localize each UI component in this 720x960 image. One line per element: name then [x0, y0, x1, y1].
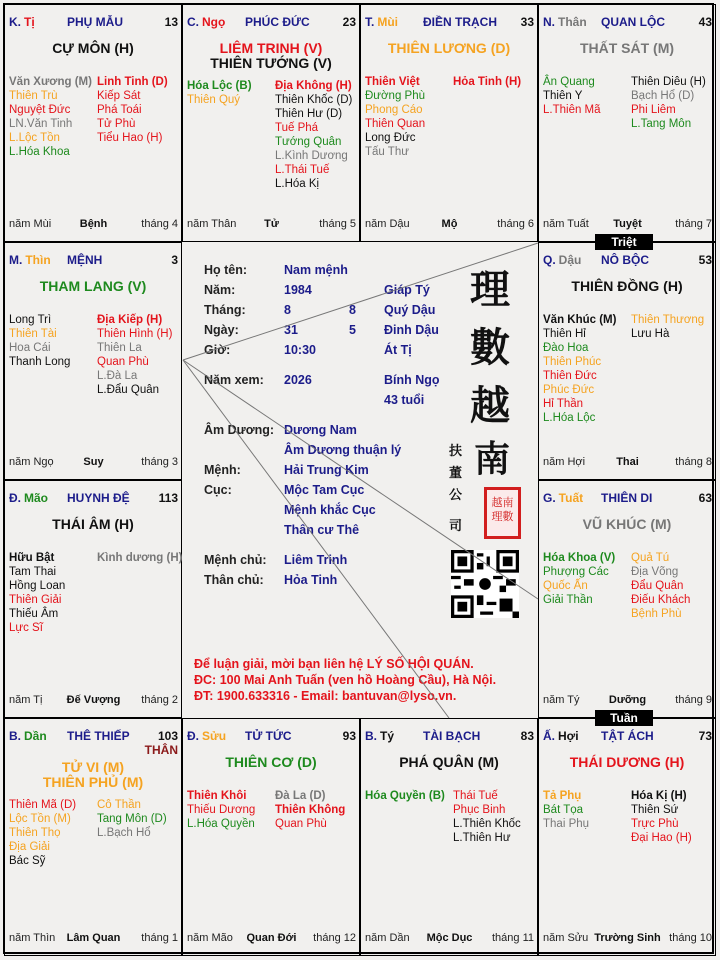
minor-star: Tuế Phá [275, 122, 319, 134]
life-stage: Đế Vượng [66, 694, 121, 706]
main-star: TỬ VI (M) [61, 759, 125, 775]
minor-star: Tử Phù [97, 118, 136, 130]
palace-age-number: 3 [171, 253, 178, 267]
minor-star: Hồng Loan [9, 580, 66, 592]
limit-year: năm Mùi [9, 218, 52, 230]
minor-star: Lực Sĩ [9, 622, 43, 634]
heavenly-stem: N. [543, 15, 555, 29]
minor-star: Bác Sỹ [9, 855, 46, 867]
minor-star: Thiên Quan [365, 118, 426, 130]
label-ho-ten: Họ tên: [204, 263, 248, 277]
minor-star: Địa Không (H) [275, 80, 352, 92]
minor-star: Tiểu Hao (H) [97, 132, 163, 144]
palace-age-number: 43 [698, 15, 712, 29]
contact-line-2: ĐC: 100 Mai Anh Tuấn (ven hồ Hoàng Cầu), Hà Nội. [194, 673, 497, 687]
minor-star: Quốc Ấn [543, 580, 588, 592]
palace-name: TẬT ÁCH [601, 729, 654, 743]
limit-year: năm Sửu [543, 932, 589, 944]
palace-name: NÔ BỘC [601, 253, 649, 267]
value-nam-xem: 2026 [284, 373, 312, 387]
limit-year: năm Tý [543, 694, 580, 706]
life-stage: Lâm Quan [66, 932, 121, 944]
limit-month: tháng 5 [319, 218, 356, 230]
label-nam-xem: Năm xem: [204, 373, 264, 387]
minor-star: Phục Binh [453, 804, 506, 816]
palace-name: THÊ THIẾP [67, 729, 130, 743]
palace-name: HUYNH ĐỆ [67, 491, 130, 505]
main-star: THIÊN ĐỒNG (H) [571, 278, 683, 294]
minor-star: Nguyệt Đức [9, 104, 71, 116]
limit-month: tháng 4 [141, 218, 178, 230]
value-thang: 8 [284, 303, 291, 317]
heavenly-stem: Ấ. [543, 729, 555, 743]
minor-star: Hỏa Tinh (H) [453, 76, 522, 88]
minor-star: Thiên La [97, 342, 142, 354]
minor-star: Bạch Hổ (D) [631, 90, 695, 102]
heavenly-stem: K. [9, 15, 21, 29]
heavenly-stem: Đ. [187, 729, 199, 743]
minor-star: Thiên Phúc [543, 356, 602, 368]
limit-month: tháng 11 [491, 932, 534, 944]
heavenly-stem: G. [543, 491, 556, 505]
earthly-branch: Hợi [558, 729, 579, 743]
life-stage: Mộ [441, 218, 458, 230]
minor-star: Quan Phù [97, 356, 149, 368]
minor-star: L.Tang Môn [631, 118, 692, 130]
palace-age-number: 53 [698, 253, 712, 267]
minor-star: Thiếu Âm [9, 608, 59, 620]
minor-star: Tướng Quân [275, 136, 342, 148]
life-stage: Quan Đới [246, 932, 297, 944]
palace-age-number: 73 [698, 729, 712, 743]
minor-star: Hóa Quyền (B) [365, 790, 445, 802]
minor-star: Thiên Giải [9, 594, 62, 606]
than-marker: THÂN [144, 743, 178, 757]
label-menh-chu: Mệnh chủ: [204, 553, 267, 567]
limit-year: năm Mão [187, 932, 233, 944]
value-nam-can-chi: Giáp Tý [384, 283, 430, 297]
palace-name: MỆNH [67, 253, 103, 267]
minor-star: Văn Xương (M) [9, 76, 92, 88]
minor-star: Long Trì [9, 314, 52, 326]
palace-age-number: 93 [342, 729, 356, 743]
minor-star: Phượng Các [543, 566, 609, 578]
label-am-duong: Âm Dương: [204, 423, 275, 437]
minor-star: Hóa Kị (H) [631, 790, 687, 802]
minor-star: Thiên Sứ [631, 804, 679, 816]
value-age: 43 tuổi [384, 393, 425, 407]
limit-year: năm Tị [9, 694, 43, 706]
life-stage: Bệnh [79, 218, 108, 230]
heavenly-stem: B. [9, 729, 21, 743]
minor-star: Địa Giải [9, 841, 50, 853]
minor-star: Đẩu Quân [631, 580, 684, 592]
minor-star: Thiên Mã (D) [9, 799, 77, 811]
main-star: CỰ MÔN (H) [52, 40, 134, 56]
label-nam: Năm: [204, 283, 236, 297]
heavenly-stem: B. [365, 729, 377, 743]
heavenly-stem: Q. [543, 253, 556, 267]
label-menh: Mệnh: [204, 463, 241, 477]
palace-age-number: 23 [342, 15, 356, 29]
minor-star: Tả Phụ [543, 790, 582, 802]
minor-star: Linh Tinh (D) [97, 76, 168, 88]
minor-star: Phong Cáo [365, 104, 423, 116]
minor-star: Thiên Thọ [9, 827, 61, 839]
minor-star: Trực Phù [631, 818, 679, 830]
minor-star: Thái Tuế [453, 790, 498, 802]
minor-star: L.Kình Dương [275, 150, 348, 162]
minor-star: Thiên Việt [365, 76, 420, 88]
minor-star: Tang Môn (D) [97, 813, 167, 825]
limit-month: tháng 3 [141, 456, 178, 468]
logo-char: 數 [470, 324, 510, 371]
minor-star: L.Hóa Khoa [9, 146, 70, 158]
minor-star: Phá Toái [97, 104, 142, 116]
value-am-duong-note: Âm Dương thuận lý [284, 443, 402, 457]
limit-year: năm Thìn [9, 932, 56, 944]
minor-star: L.Bạch Hổ [97, 827, 151, 839]
minor-star: Đà La (D) [275, 790, 326, 802]
value-gio: 10:30 [284, 343, 316, 357]
minor-star: Thiên Hư (D) [275, 108, 343, 120]
limit-month: tháng 12 [313, 932, 356, 944]
contact-line-3: ĐT: 1900.633316 - Email: bantuvan@lyso.vn. [194, 689, 457, 703]
value-than-chu: Hỏa Tinh [284, 573, 338, 587]
limit-month: tháng 6 [497, 218, 534, 230]
minor-star: Văn Khúc (M) [543, 314, 617, 326]
minor-star: L.Đà La [97, 370, 138, 382]
palace-name: QUAN LỘC [601, 15, 665, 29]
limit-month: tháng 10 [669, 932, 712, 944]
palace-age-number: 113 [158, 491, 178, 505]
tuan-marker: Tuần [595, 710, 653, 726]
life-stage: Trường Sinh [594, 932, 661, 944]
minor-star: Thiên Y [543, 90, 583, 102]
minor-star: Lộc Tồn (M) [9, 813, 71, 825]
logo-char: 理 [470, 266, 510, 313]
minor-star: Phúc Đức [543, 384, 595, 396]
main-star: THIÊN TƯỚNG (V) [210, 55, 332, 71]
main-star: THÁI DƯƠNG (H) [569, 754, 685, 770]
limit-year: năm Dần [365, 932, 410, 944]
minor-star: Thiên Khôi [187, 790, 247, 802]
minor-star: Lưu Hà [631, 328, 670, 340]
palace-age-number: 83 [520, 729, 534, 743]
life-stage: Tuyệt [613, 218, 642, 230]
value-am-duong: Dương Nam [284, 423, 357, 437]
value-gio-can-chi: Át Tị [384, 343, 412, 357]
logo-small-char: 董 [449, 466, 463, 481]
earthly-branch: Dần [24, 729, 47, 743]
value-nam-xem-can-chi: Bính Ngọ [384, 373, 440, 387]
earthly-branch: Thìn [25, 253, 51, 267]
main-star: THIÊN PHỦ (M) [42, 774, 144, 790]
minor-star: Kình dương (H) [97, 552, 183, 564]
limit-year: năm Ngọ [9, 456, 54, 468]
minor-star: Quan Phù [275, 818, 327, 830]
minor-star: Điếu Khách [631, 594, 691, 606]
minor-star: Quả Tú [631, 552, 670, 564]
triet-marker: Triệt [595, 234, 653, 250]
minor-star: Đại Hao (H) [631, 832, 692, 844]
limit-month: tháng 8 [675, 456, 712, 468]
earthly-branch: Dậu [558, 253, 582, 267]
minor-star: Hóa Lộc (B) [187, 80, 252, 92]
line-to-tai-bach [183, 360, 449, 718]
minor-star: Bát Tọa [543, 804, 584, 816]
palace-name: PHÚC ĐỨC [245, 15, 310, 29]
minor-star: Đường Phù [365, 90, 425, 102]
value-thang-can-chi: Quý Dậu [384, 303, 436, 317]
value-cuc: Mộc Tam Cục [284, 483, 365, 497]
minor-star: L.Thiên Mã [543, 104, 601, 116]
earthly-branch: Mùi [377, 15, 399, 29]
minor-star: Kiếp Sát [97, 90, 141, 102]
minor-star: Cô Thần [97, 799, 141, 811]
main-star: THIÊN CƠ (D) [225, 754, 317, 770]
heavenly-stem: M. [9, 253, 23, 267]
earthly-branch: Thân [558, 15, 587, 29]
heavenly-stem: T. [365, 15, 375, 29]
earthly-branch: Ngọ [202, 15, 226, 29]
minor-star: L.Đẩu Quân [97, 384, 160, 396]
main-star: THẤT SÁT (M) [579, 40, 675, 56]
palace-name: TỬ TỨC [245, 729, 292, 743]
minor-star: Tấu Thư [365, 146, 409, 158]
palace-age-number: 103 [157, 729, 178, 743]
minor-star: LN.Văn Tinh [9, 118, 73, 130]
earthly-branch: Sửu [202, 729, 227, 743]
heavenly-stem: Đ. [9, 491, 21, 505]
label-thang: Tháng: [204, 303, 246, 317]
logo-char: 越 [470, 382, 510, 429]
minor-star: L.Thái Tuế [275, 164, 330, 176]
limit-year: năm Thân [187, 218, 237, 230]
earthly-branch: Mão [24, 491, 48, 505]
main-star: THÁI ÂM (H) [52, 516, 134, 532]
limit-year: năm Tuất [543, 218, 589, 230]
palace-name: ĐIỀN TRẠCH [423, 15, 497, 29]
life-stage: Tử [264, 218, 279, 230]
minor-star: Thiên Quý [187, 94, 241, 106]
minor-star: Thiên Trù [9, 90, 58, 102]
minor-star: Hữu Bật [9, 552, 55, 564]
limit-month: tháng 9 [675, 694, 712, 706]
minor-star: Địa Võng [631, 566, 679, 578]
value-cuc-note2: Thân cư Thê [284, 523, 360, 537]
earthly-branch: Tị [24, 15, 35, 29]
minor-star: Thai Phụ [543, 818, 590, 830]
value-menh: Hải Trung Kim [284, 463, 369, 477]
minor-star: Ân Quang [543, 76, 595, 88]
limit-month: tháng 2 [141, 694, 178, 706]
minor-star: Tam Thai [9, 566, 57, 578]
value-ngay-lunar: 5 [349, 323, 356, 337]
value-ngay-can-chi: Đinh Dậu [384, 323, 439, 337]
minor-star: Thiên Hỉ [543, 328, 586, 340]
line-to-thien-di [183, 360, 538, 599]
logo-small-char: 扶 [449, 444, 463, 459]
earthly-branch: Tuất [558, 491, 584, 505]
life-stage: Mộc Dục [426, 932, 473, 944]
contact-line-1: Để luận giải, mời bạn liên hệ LÝ SỐ HỘI QUÁN. [194, 657, 474, 671]
minor-star: Giải Thần [543, 594, 593, 606]
palace-name: THIÊN DI [601, 491, 653, 505]
minor-star: Thiên Không [275, 804, 346, 816]
heavenly-stem: C. [187, 15, 199, 29]
palace-age-number: 63 [698, 491, 712, 505]
palace-age-number: 13 [164, 15, 178, 29]
minor-star: L.Hóa Kị [275, 178, 320, 190]
minor-star: Thiên Tài [9, 328, 57, 340]
value-menh-chu: Liêm Trinh [284, 553, 348, 567]
line-to-quan-loc [183, 243, 538, 360]
minor-star: L.Thiên Hư [453, 832, 511, 844]
minor-star: Thiên Thương [631, 314, 705, 326]
palace-name: PHỤ MẪU [67, 15, 123, 29]
minor-star: Hóa Khoa (V) [543, 552, 616, 564]
limit-month: tháng 1 [141, 932, 178, 944]
minor-star: Đào Hoa [543, 342, 589, 354]
minor-star: Thiên Khốc (D) [275, 94, 353, 106]
main-star: THIÊN LƯƠNG (D) [387, 40, 511, 56]
life-stage: Suy [83, 456, 104, 468]
label-gio: Giờ: [204, 343, 231, 357]
minor-star: Hỉ Thần [543, 398, 584, 410]
main-star: LIÊM TRINH (V) [219, 40, 323, 56]
value-cuc-note1: Mệnh khắc Cục [284, 503, 376, 517]
value-ho-ten: Nam mệnh [284, 263, 348, 277]
label-ngay: Ngày: [204, 323, 239, 337]
minor-star: Thanh Long [9, 356, 71, 368]
earthly-branch: Tý [380, 729, 395, 743]
minor-star: L.Thiên Khốc [453, 818, 521, 830]
logo-char: 南 [474, 438, 511, 480]
limit-year: năm Dậu [365, 218, 410, 230]
minor-star: Thiên Hình (H) [97, 328, 173, 340]
label-than-chu: Thân chủ: [204, 573, 264, 587]
life-stage: Dưỡng [608, 694, 647, 706]
minor-star: L.Lộc Tồn [9, 132, 60, 144]
life-stage: Thai [616, 456, 639, 468]
limit-month: tháng 7 [675, 218, 712, 230]
red-seal: 越南理數 [484, 487, 521, 539]
palace-age-number: 33 [520, 15, 534, 29]
main-star: VŨ KHÚC (M) [582, 516, 672, 532]
palace-name: TÀI BẠCH [423, 729, 481, 743]
logo-small-char: 司 [449, 519, 463, 534]
main-star: THAM LANG (V) [39, 278, 147, 294]
value-ngay: 31 [284, 323, 298, 337]
minor-star: Thiên Diêu (H) [631, 76, 706, 88]
minor-star: Long Đức [365, 132, 416, 144]
minor-star: Địa Kiếp (H) [97, 314, 163, 326]
minor-star: Thiếu Dương [187, 804, 256, 816]
label-cuc: Cục: [204, 483, 232, 497]
value-nam: 1984 [284, 283, 312, 297]
minor-star: L.Hóa Lộc [543, 412, 596, 424]
main-star: PHÁ QUÂN (M) [399, 754, 499, 770]
minor-star: L.Hóa Quyền [187, 818, 255, 830]
minor-star: Phi Liêm [631, 104, 676, 116]
minor-star: Thiên Đức [543, 370, 597, 382]
value-thang-lunar: 8 [349, 303, 356, 317]
limit-year: năm Hợi [543, 456, 586, 468]
minor-star: Hoa Cái [9, 342, 51, 354]
logo-small-char: 公 [449, 488, 463, 503]
minor-star: Bệnh Phù [631, 608, 682, 620]
